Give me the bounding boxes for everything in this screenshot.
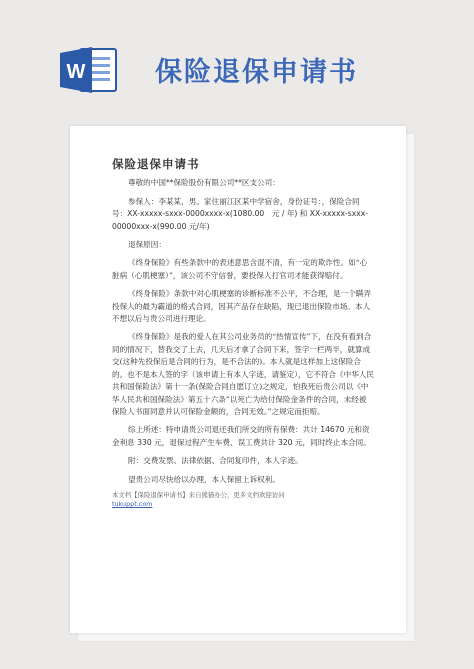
page-title: 保险退保申请书	[155, 57, 358, 88]
reason-paragraph-1: 《终身保险》有些条款中的表述意思含混不清，有一定的欺诈性。如“心脏病（心肌梗塞）”，该公司不守信誉，要投保人打官司才能获得赔付。	[112, 258, 368, 280]
salutation: 尊敬的中国**保险股份有限公司**区支公司：	[128, 178, 280, 188]
document-body	[112, 158, 374, 509]
reason-paragraph-2: 《终身保险》条款中对心肌梗塞的诊断标准不公平，不合理，是一个瞒弄投保人的最为霸道的格式合同，因其产品存在缺陷，现已退出保险市场。本人不想以后与贵公司进行理论。	[112, 289, 371, 324]
source-line	[112, 491, 374, 509]
source-link[interactable]: tukuppt.com	[112, 499, 153, 508]
attachments-line: 附：交费发票、法律依据、合同复印件，本人字迹。	[128, 456, 303, 466]
summary-paragraph: 综上所述：特申请贵公司退还我们所交的所有保费：共计 14670 元和资金利息 330 元，退保过程产生车费、误工费共计 320 元，同时终止本合同。	[112, 425, 371, 447]
source-text: 本文档【保险退保申请书】来自熊猫办公，更多文档欢迎访问	[112, 490, 285, 499]
document-title: 保险退保申请书	[112, 157, 200, 171]
reason-heading: 退保原因：	[128, 240, 166, 250]
svg-text:W: W	[66, 61, 86, 83]
insured-info: 参保人：李某某，男。家住丽江区某中学宿舍，身份证号：，保险合同号：XX-xxxxx-sxxx-0000xxxx-x(1080.00 元 / 年) 和 XX-xxxxx-sxxx-00000xxx-x(990.00 元/年)	[112, 196, 368, 231]
word-document-icon	[58, 45, 120, 95]
closing-line: 望贵公司尽快给以办理，本人保留上诉权利。	[128, 474, 280, 484]
reason-paragraph-3: 《终身保险》是我的爱人在其公司业务员的“热情宣传”下，在没有看到合同的情况下，替我交了上去，几天后才拿了合同下来，签字一栏两半，就算成交(这种先投保后是合同的行为，是不合法的)。本人就是这样加上这保险合的。也不是本人签的字（该申请上有本人字迹，请鉴定），它不符合《中华人民共和国保险法》第十一条(保险合同自愿订立)之规定，怕我死后贵公司以《中华人民共和国保险法》第五十六条”以死亡为给付保险金条件的合同，未经被保险人书面同意并认可保险金额的，合同无效。”之规定而拒赔。	[112, 332, 374, 416]
